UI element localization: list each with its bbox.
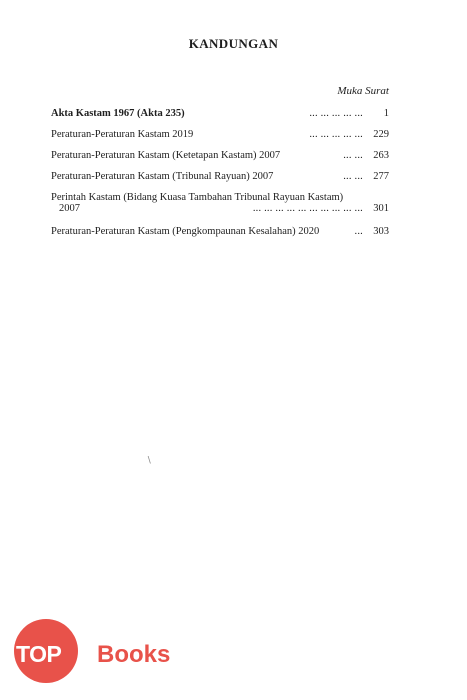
toc-entry xyxy=(51,108,389,129)
toc-leader-dots: ... ... xyxy=(343,150,363,161)
toc-entry-title: Akta Kastam 1967 (Akta 235) xyxy=(51,108,185,119)
toc-leader-dots: ... ... ... ... ... xyxy=(309,108,363,119)
toc-entry xyxy=(51,226,389,247)
table-of-contents xyxy=(51,108,389,247)
toc-leader-dots: ... ... xyxy=(343,171,363,182)
page-title: KANDUNGAN xyxy=(188,36,279,51)
toc-entry-title: Perintah Kastam (Bidang Kuasa Tambahan Tribunal Rayuan Kastam) xyxy=(51,192,344,203)
page-number-column-header: Muka Surat xyxy=(337,85,389,97)
topbooks-logo xyxy=(14,619,214,683)
toc-entry-title: Peraturan-Peraturan Kastam (Pengkompaunan Kesalahan) 2020 xyxy=(51,226,320,237)
toc-leader-dots: ... ... ... ... ... ... ... ... ... ... xyxy=(252,203,363,214)
toc-entry-title-continued: 2007 xyxy=(59,203,80,214)
toc-entry-title: Peraturan-Peraturan Kastam 2019 xyxy=(51,129,194,140)
toc-leader-dots: ... ... ... ... ... xyxy=(309,129,363,140)
toc-entry-page: 277 xyxy=(373,171,389,182)
toc-entry-page: 263 xyxy=(373,150,389,161)
toc-entry xyxy=(51,150,389,171)
toc-entry-page: 301 xyxy=(373,203,389,214)
toc-entry-page: 1 xyxy=(383,108,389,119)
toc-leader-dots: ... xyxy=(354,226,363,237)
toc-entry-title: Peraturan-Peraturan Kastam (Tribunal Rayuan) 2007 xyxy=(51,171,274,182)
logo-top-text: TOP xyxy=(16,641,62,667)
toc-entry xyxy=(51,192,389,226)
toc-entry xyxy=(51,129,389,150)
scan-speck: ∖ xyxy=(146,455,152,465)
toc-entry-page: 229 xyxy=(373,129,389,140)
logo-books-text: Books xyxy=(97,641,171,668)
toc-entry xyxy=(51,171,389,192)
toc-entry-title: Peraturan-Peraturan Kastam (Ketetapan Kastam) 2007 xyxy=(51,150,281,161)
toc-entry-page: 303 xyxy=(373,226,389,237)
